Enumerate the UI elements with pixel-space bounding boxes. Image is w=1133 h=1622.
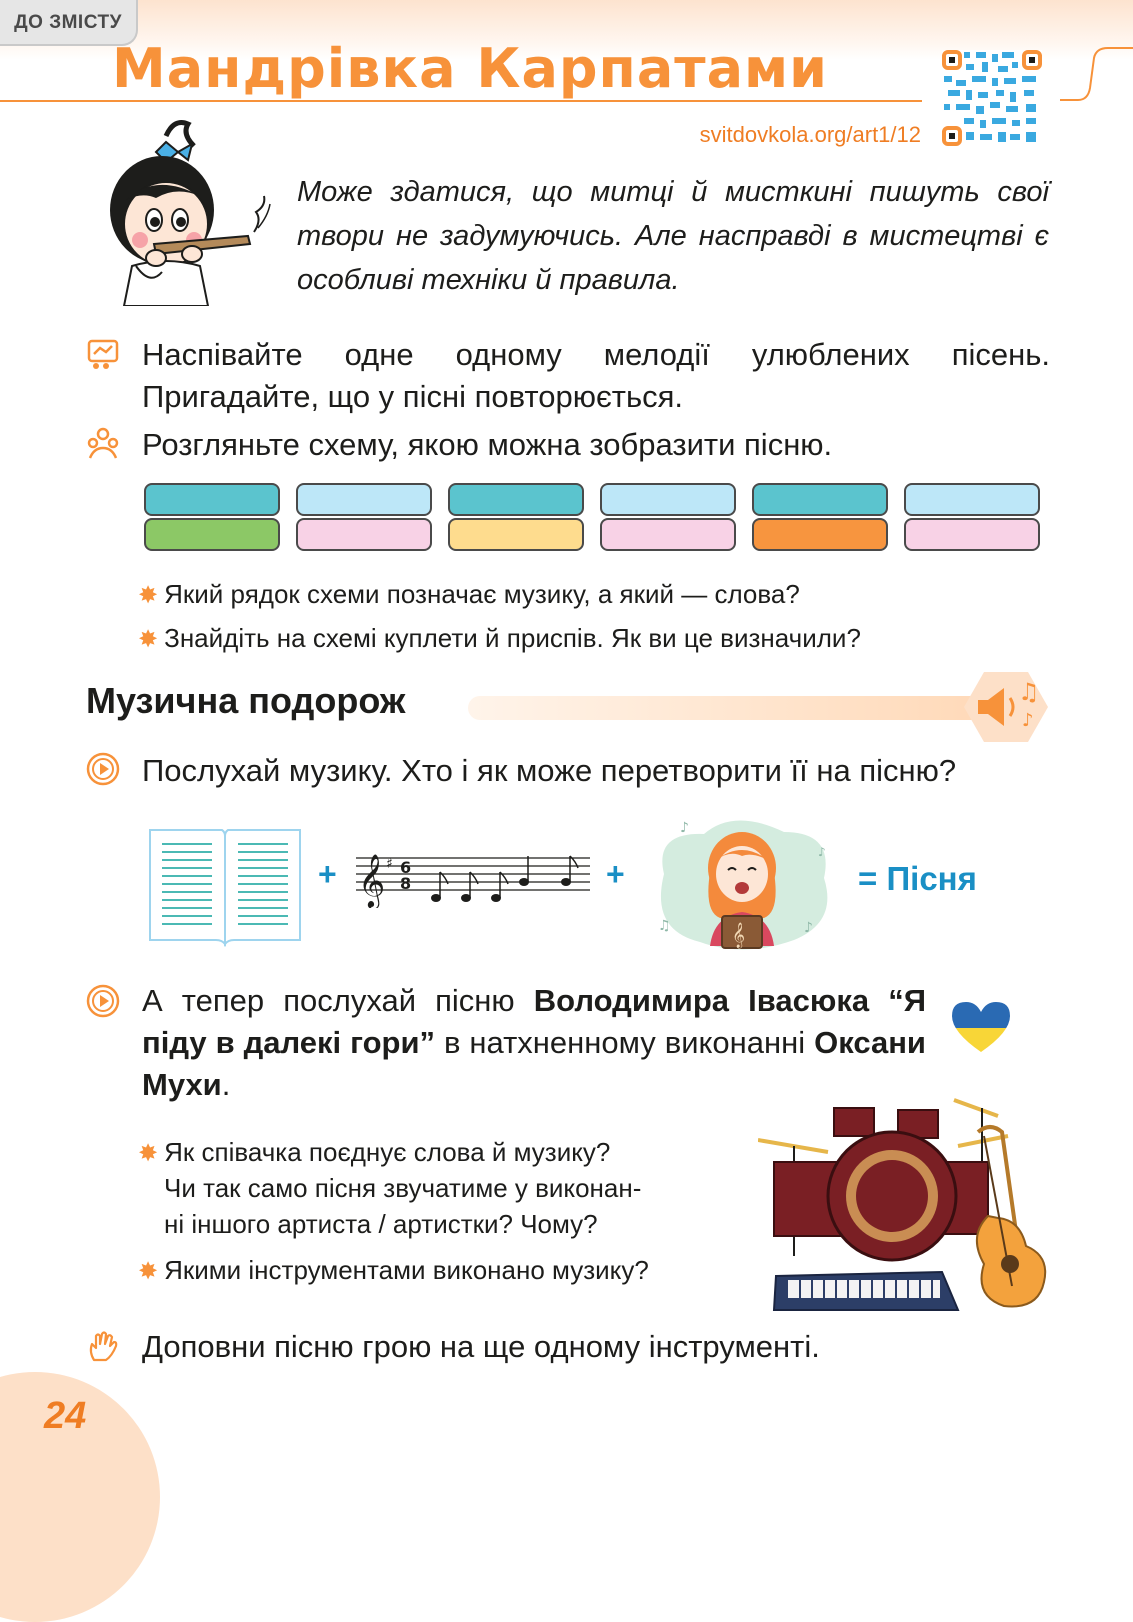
question-text: Як співачка поєднує слова й музику? xyxy=(164,1137,611,1167)
svg-text:♪: ♪ xyxy=(818,845,826,859)
bullet-star-icon: ✸ xyxy=(138,626,159,653)
song-scheme xyxy=(144,483,1048,557)
scheme-block xyxy=(904,483,1044,555)
scheme-cell-music xyxy=(904,483,1040,516)
plus-sign: + xyxy=(606,856,625,892)
scheme-cell-music xyxy=(296,483,432,516)
section-title: Музична подорож xyxy=(86,680,406,721)
svg-text:𝄞: 𝄞 xyxy=(358,853,386,907)
question-text: Чи так само пісня звучатиме у виконан- xyxy=(164,1173,642,1203)
scheme-block xyxy=(448,483,588,555)
listen-song-pre: А тепер послухай пісню xyxy=(142,983,534,1018)
svg-text:♫: ♫ xyxy=(658,918,671,934)
task-scheme: Розгляньте схему, якою можна зобразити пісню. xyxy=(142,427,833,462)
question-text: Якими інструментами виконано музику? xyxy=(164,1255,649,1285)
page-url-link[interactable]: svitdovkola.org/art1/12 xyxy=(699,122,921,147)
scheme-block xyxy=(600,483,740,555)
svg-text:6: 6 xyxy=(400,858,412,877)
question-item xyxy=(138,1134,610,1172)
equation-result: = Пісня xyxy=(858,860,977,897)
hand-play-icon xyxy=(86,1330,120,1364)
scheme-cell-words xyxy=(144,518,280,551)
svg-text:♪: ♪ xyxy=(1022,710,1034,731)
question-text: ні іншого артиста / артистки? Чому? xyxy=(164,1209,598,1239)
page-title: Мандрівка Карпатами xyxy=(112,37,829,100)
plus-sign: + xyxy=(318,856,337,892)
scheme-cell-words xyxy=(600,518,736,551)
question-item xyxy=(138,1252,649,1290)
composer-name: Володимира Івасюка xyxy=(533,983,870,1018)
scheme-cell-words xyxy=(904,518,1040,551)
bullet-star-icon: ✸ xyxy=(138,1258,159,1285)
scheme-block xyxy=(296,483,436,555)
scheme-cell-music xyxy=(144,483,280,516)
open-book-illustration xyxy=(146,826,304,948)
toc-button[interactable]: ДО ЗМІСТУ xyxy=(0,0,138,46)
question-item xyxy=(138,576,800,614)
scheme-cell-words xyxy=(752,518,888,551)
scheme-cell-music xyxy=(752,483,888,516)
title-underline xyxy=(0,100,922,102)
listen-song-end: . xyxy=(221,1067,231,1102)
svg-text:♯: ♯ xyxy=(386,856,393,872)
play-audio-icon[interactable] xyxy=(86,984,120,1018)
bullet-star-icon: ✸ xyxy=(138,1140,159,1167)
ukraine-heart-icon xyxy=(950,1000,1012,1054)
intro-text: Може здатися, що митці й мисткині пишуть свої твори не задумуючись. Але насправді в мистецтві є особливі техніки й правила. xyxy=(297,176,1049,296)
section-title-bar xyxy=(468,696,988,720)
task-sing-line1: Наспівайте одне одному мелодії улюблених пісень. xyxy=(142,337,1050,372)
svg-text:♪: ♪ xyxy=(804,920,813,936)
singer-name: Оксани Мухи xyxy=(142,1025,926,1102)
scheme-block xyxy=(752,483,892,555)
sing-together-icon xyxy=(86,338,120,372)
scheme-cell-words xyxy=(296,518,432,551)
scheme-block xyxy=(144,483,284,555)
qr-code-icon[interactable] xyxy=(942,50,1042,146)
play-audio-icon[interactable] xyxy=(86,752,120,786)
scheme-cell-words xyxy=(448,518,584,551)
listen-music-task: Послухай музику. Хто і як може перетворити її на пісню? xyxy=(142,753,957,788)
listen-song-mid: в натхненному виконанні xyxy=(435,1025,806,1060)
svg-text:𝄞: 𝄞 xyxy=(732,923,746,948)
loudspeaker-icon xyxy=(964,670,1048,744)
bullet-star-icon: ✸ xyxy=(138,582,159,609)
singing-girl-illustration xyxy=(644,812,840,954)
girl-flute-illustration xyxy=(96,116,276,306)
page-number: 24 xyxy=(44,1395,87,1437)
music-staff-illustration xyxy=(356,842,590,908)
header-corner-decoration xyxy=(1060,44,1133,104)
final-task: Доповни пісню грою на ще одному інструменті. xyxy=(142,1329,820,1364)
listen-song-task xyxy=(142,980,926,1106)
svg-text:♪: ♪ xyxy=(680,820,689,836)
scheme-cell-music xyxy=(448,483,584,516)
question-text: Знайдіть на схемі куплети й приспів. Як ви це визначили? xyxy=(164,623,861,653)
group-work-icon xyxy=(86,426,120,460)
scheme-cell-music xyxy=(600,483,736,516)
task-sing-line2: Пригадайте, що у пісні повторюється. xyxy=(142,379,684,414)
song-title: “Я піду в далекі гори” xyxy=(142,983,926,1060)
question-text: Який рядок схеми позначає музику, а який — слова? xyxy=(164,579,800,609)
svg-text:♫: ♫ xyxy=(1018,678,1040,706)
question-item xyxy=(138,620,861,658)
svg-text:8: 8 xyxy=(400,874,412,893)
instruments-illustration xyxy=(758,1096,1052,1316)
